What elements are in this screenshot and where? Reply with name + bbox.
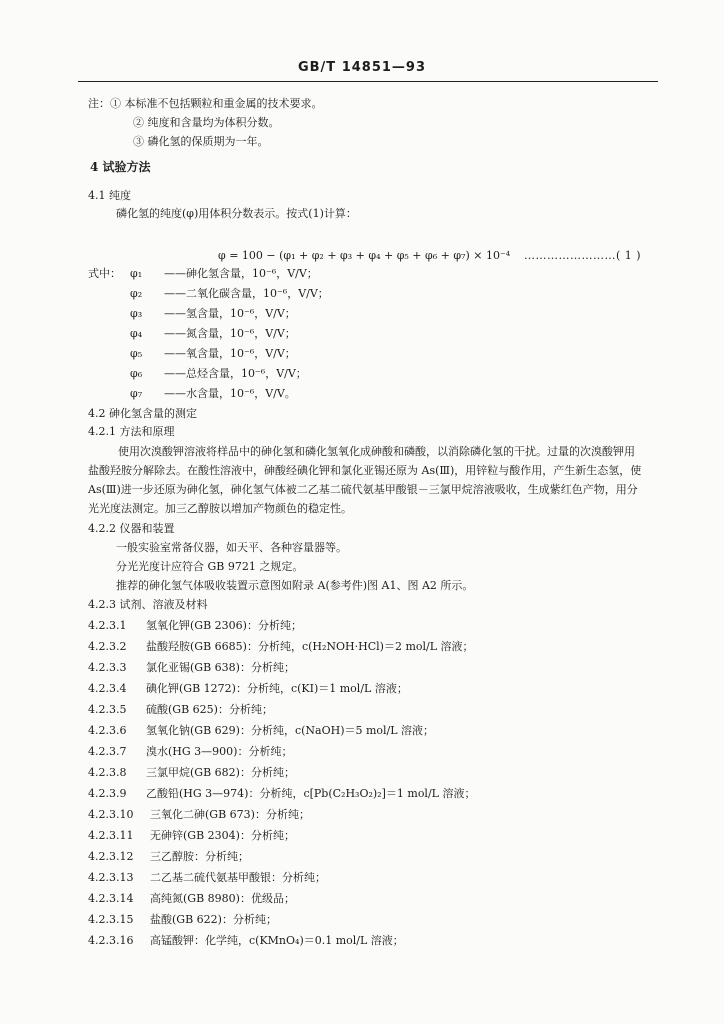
section-4-2-1-title: 4.2.1 方法和原理: [88, 425, 175, 438]
reagent-number: 4.2.3.11: [88, 829, 134, 842]
var-symbol: φ₇: [130, 387, 143, 400]
section-4-1-title: 4.1 纯度: [88, 189, 131, 202]
standard-number-header: GB/T 14851—93: [297, 60, 427, 75]
reagent-text: 氯化亚锡(GB 638)：分析纯；: [146, 661, 295, 674]
var-desc: ——砷化氢含量，10⁻⁶，V/V；: [164, 267, 318, 280]
reagent-text: 二乙基二硫代氨基甲酸银：分析纯；: [150, 871, 326, 884]
section-4-title: 4 试验方法: [90, 160, 151, 174]
reagent-item: [88, 681, 408, 696]
reagent-number: 4.2.3.3: [88, 661, 127, 674]
where-label: 式中：: [88, 267, 121, 280]
purity-formula: φ = 100 − (φ₁ + φ₂ + φ₃ + φ₄ + φ₅ + φ₆ + φ₇) × 10⁻⁴: [218, 249, 511, 262]
note-1: [88, 96, 323, 111]
reagent-text: 氢氧化钠(GB 629)：分析纯，c(NaOH)＝5 mol/L 溶液；: [146, 724, 435, 737]
var-desc: ——总烃含量，10⁻⁶，V/V；: [164, 367, 307, 380]
reagent-item: [88, 639, 474, 654]
reagent-text: 硫酸(GB 625)：分析纯；: [146, 703, 273, 716]
reagent-item: [88, 807, 310, 822]
reagent-item: [88, 870, 326, 885]
var-desc: ——氢含量，10⁻⁶，V/V；: [164, 307, 296, 320]
reagent-number: 4.2.3.7: [88, 745, 127, 758]
reagent-item: [88, 723, 434, 738]
var-desc: ——氮含量，10⁻⁶，V/V；: [164, 327, 296, 340]
var-row: [130, 366, 307, 381]
section-4-1-intro: 磷化氢的纯度(φ)用体积分数表示。按式(1)计算：: [116, 207, 357, 220]
section-4-2-title: 4.2 砷化氢含量的测定: [88, 407, 197, 420]
var-symbol: φ₆: [130, 367, 143, 380]
reagent-text: 三氧化二砷(GB 673)：分析纯；: [150, 808, 310, 821]
var-symbol: φ₁: [130, 267, 143, 280]
reagent-number: 4.2.3.5: [88, 703, 127, 716]
var-row: [130, 306, 296, 321]
reagent-item: [88, 912, 277, 927]
reagent-item: [88, 702, 273, 717]
reagent-number: 4.2.3.15: [88, 913, 134, 926]
reagent-item: [88, 765, 295, 780]
var-desc: ——二氧化碳含量，10⁻⁶，V/V；: [164, 287, 329, 300]
reagent-number: 4.2.3.16: [88, 934, 134, 947]
var-row: [130, 346, 296, 361]
section-4-2-3-title: 4.2.3 试剂、溶液及材料: [88, 598, 208, 611]
reagent-item: [88, 891, 295, 906]
apparatus-line: 一般实验室常备仪器，如天平、各种容量器等。: [116, 541, 347, 554]
reagent-number: 4.2.3.9: [88, 787, 127, 800]
reagent-text: 高锰酸钾：化学纯，c(KMnO₄)＝0.1 mol/L 溶液；: [150, 934, 404, 947]
reagent-number: 4.2.3.2: [88, 640, 127, 653]
reagent-number: 4.2.3.1: [88, 619, 127, 632]
reagent-text: 乙酸铅(HG 3—974)：分析纯，c[Pb(C₂H₃O₂)₂]＝1 mol/L 溶液；: [146, 787, 476, 800]
var-row: [130, 266, 318, 281]
reagent-item: [88, 786, 475, 801]
reagent-number: 4.2.3.4: [88, 682, 127, 695]
reagent-number: 4.2.3.8: [88, 766, 127, 779]
reagent-text: 盐酸(GB 622)：分析纯；: [150, 913, 277, 926]
reagent-item: [88, 828, 295, 843]
reagent-number: 4.2.3.12: [88, 850, 134, 863]
var-symbol: φ₂: [130, 287, 143, 300]
reagent-text: 氢氧化钾(GB 2306)：分析纯；: [146, 619, 302, 632]
reagent-number: 4.2.3.14: [88, 892, 134, 905]
reagent-item: [88, 618, 302, 633]
var-row: [130, 286, 329, 301]
var-row: [130, 386, 296, 401]
var-symbol: φ₄: [130, 327, 143, 340]
reagent-number: 4.2.3.13: [88, 871, 134, 884]
var-desc: ——氧含量，10⁻⁶，V/V；: [164, 347, 296, 360]
reagent-text: 无砷锌(GB 2304)：分析纯；: [150, 829, 295, 842]
reagent-item: [88, 933, 404, 948]
apparatus-line: 分光光度计应符合 GB 9721 之规定。: [116, 560, 304, 573]
reagent-number: 4.2.3.10: [88, 808, 134, 821]
note-3: ③ 磷化氢的保质期为一年。: [133, 135, 269, 148]
reagent-item: [88, 744, 292, 759]
var-desc: ——水含量，10⁻⁶，V/V。: [164, 387, 296, 400]
equation-number: ……………………( 1 ): [524, 249, 642, 262]
section-4-2-2-title: 4.2.2 仪器和装置: [88, 522, 175, 535]
reagent-text: 三乙醇胺：分析纯；: [150, 850, 249, 863]
note-2: ② 纯度和含量均为体积分数。: [133, 116, 280, 129]
reagent-text: 碘化钾(GB 1272)：分析纯，c(KI)＝1 mol/L 溶液；: [146, 682, 408, 695]
apparatus-line: 推荐的砷化氢气体吸收装置示意图如附录 A(参考件)图 A1、图 A2 所示。: [116, 579, 474, 592]
reagent-text: 溴水(HG 3—900)：分析纯；: [146, 745, 293, 758]
reagent-item: [88, 849, 249, 864]
method-principle-paragraph: 使用次溴酸钾溶液将样品中的砷化氢和磷化氢氧化成砷酸和磷酸，以消除磷化氢的干扰。过量的次溴酸钾用盐酸羟胺分解除去。在酸性溶液中，砷酸经碘化钾和氯化亚锡还原为 As(Ⅲ)，用锌粒与酸作用，产生新生态氢，使 As(Ⅲ)进一步还原为砷化氢，砷化氢气体被二乙基二硫代氨基甲酸银－三氯甲烷溶液吸收，生成紫红色产物，用分光光度法测定。加三乙醇胺以增加产物颜色的稳定性。: [88, 445, 642, 515]
note-text: ① 本标准不包括颗粒和重金属的技术要求。: [110, 97, 323, 110]
reagent-text: 盐酸羟胺(GB 6685)：分析纯，c(H₂NOH·HCl)＝2 mol/L 溶液；: [146, 640, 474, 653]
var-row: [130, 326, 296, 341]
reagent-text: 三氯甲烷(GB 682)：分析纯；: [146, 766, 295, 779]
reagent-item: [88, 660, 295, 675]
var-symbol: φ₅: [130, 347, 143, 360]
note-label: 注：: [88, 97, 110, 110]
reagent-number: 4.2.3.6: [88, 724, 127, 737]
reagent-text: 高纯氮(GB 8980)：优级品；: [150, 892, 295, 905]
header-rule: [78, 81, 658, 82]
var-symbol: φ₃: [130, 307, 143, 320]
